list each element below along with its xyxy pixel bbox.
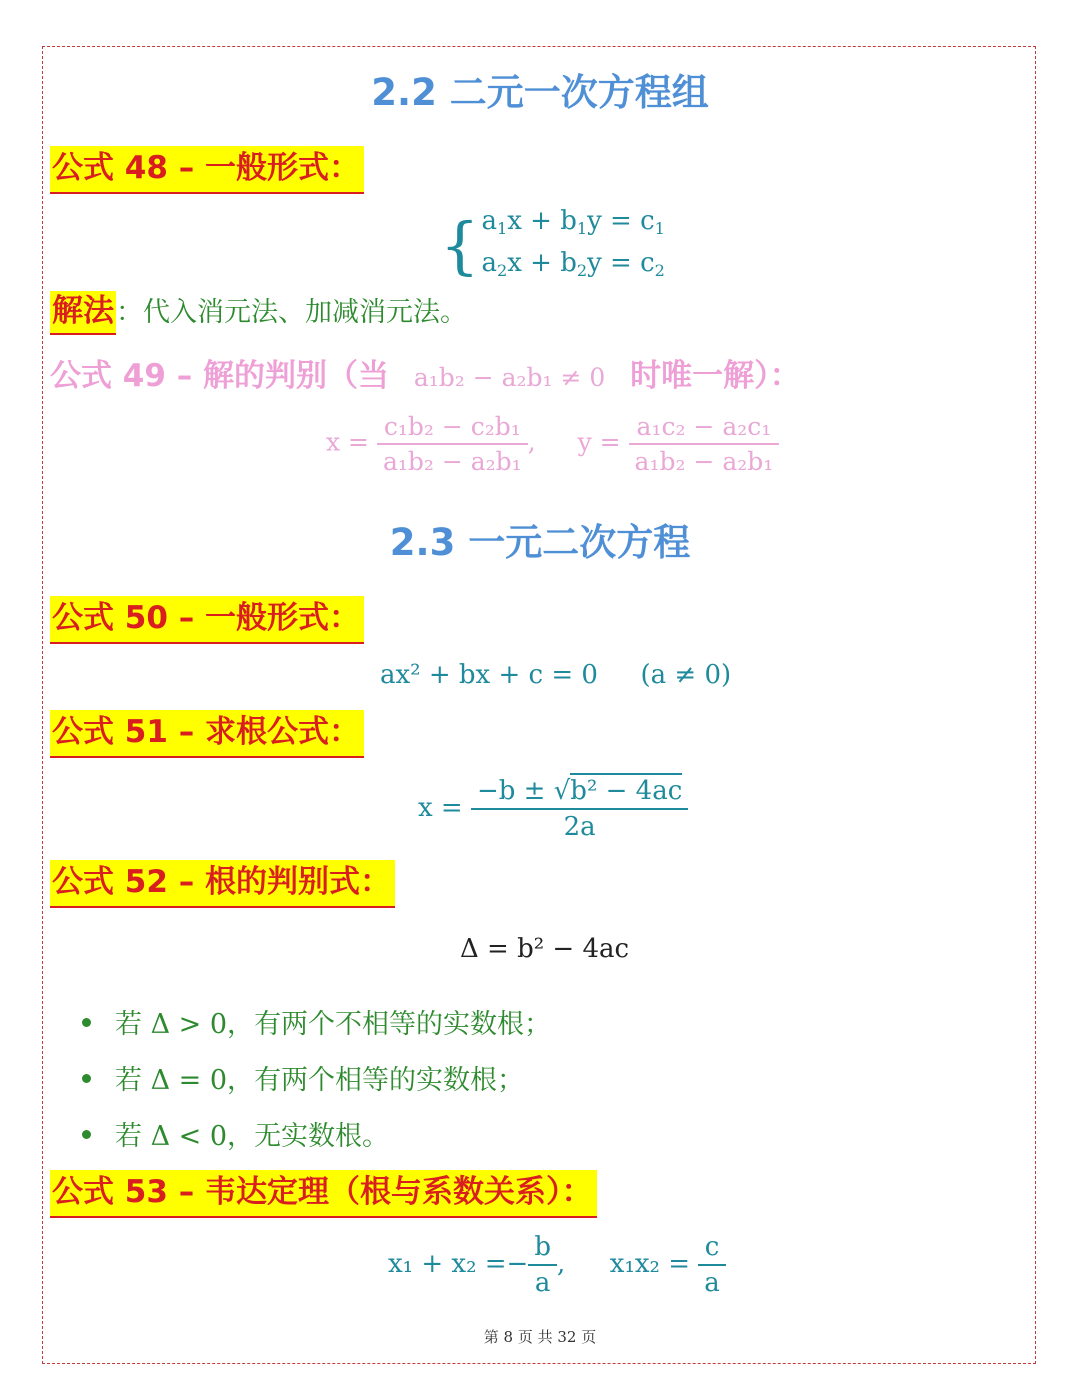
x-numerator: c₁b₂ − c₂b₁: [383, 412, 521, 441]
root-denominator: 2a: [471, 808, 688, 842]
formula-49-label-suffix: 时唯一解）：: [630, 358, 801, 394]
page-footer: 第 8 页 共 32 页: [483, 1328, 597, 1346]
sum-lhs: x₁ + x₂ =−: [388, 1249, 529, 1279]
sum-denominator: a: [528, 1264, 557, 1298]
x-denominator: a₁b₂ − a₂b₁: [377, 443, 528, 476]
y-lhs: y =: [577, 427, 621, 457]
product-fraction: [698, 1232, 726, 1298]
formula-51-label: 公式 51 – 求根公式：: [50, 710, 364, 758]
root-radicand: b² − 4ac: [570, 773, 682, 806]
root-numerator: [471, 776, 688, 808]
method-label: 解法: [50, 291, 116, 335]
quadratic-condition: (a ≠ 0): [640, 660, 732, 690]
system-equation-1: $a_1x + b_1y = c_1$: [481, 206, 665, 238]
sum-fraction: [528, 1232, 557, 1298]
formula-49-condition: a₁b₂ − a₂b₁ ≠ 0: [413, 363, 606, 392]
case-condition: 若 Δ = 0，: [115, 1065, 255, 1096]
case-condition: 若 Δ > 0，: [115, 1009, 255, 1040]
discriminant-equation: Δ = b² − 4ac: [460, 934, 630, 964]
formula-48-label: 公式 48 – 一般形式：: [50, 146, 364, 194]
case-item: [82, 1114, 389, 1153]
root-lhs: x =: [418, 793, 463, 823]
formula-53-equation: [388, 1232, 726, 1298]
quadratic-equation: ax² + bx + c = 0: [380, 660, 598, 690]
case-item: [82, 1002, 551, 1041]
formula-50-equation: [380, 660, 731, 690]
system-equation-2: $a_2x + b_2y = c_2$: [481, 248, 665, 280]
bullet-icon: [82, 1018, 91, 1027]
case-text: 有两个相等的实数根；: [254, 1065, 525, 1096]
case-text: 无实数根。: [254, 1121, 390, 1152]
case-item: [82, 1058, 524, 1097]
comma: ,: [556, 1249, 566, 1279]
brace-icon: {: [440, 209, 480, 282]
section-title-2-2: 2.2 二元一次方程组: [371, 71, 709, 114]
bullet-icon: [82, 1074, 91, 1083]
case-condition: 若 Δ < 0，: [115, 1121, 255, 1152]
case-text: 有两个不相等的实数根；: [254, 1009, 552, 1040]
y-fraction: [629, 412, 780, 476]
formula-53-label: 公式 53 – 韦达定理（根与系数关系）：: [50, 1170, 597, 1218]
formula-50-label: 公式 50 – 一般形式：: [50, 596, 364, 644]
formula-49-solution: [326, 412, 779, 476]
root-numerator-prefix: −b ± √: [476, 776, 571, 806]
formula-49-label-prefix: 公式 49 – 解的判别（当: [50, 358, 390, 394]
root-fraction: [471, 776, 688, 842]
formula-51-equation: [418, 776, 688, 842]
sum-numerator: b: [534, 1232, 551, 1262]
product-lhs: x₁x₂ =: [609, 1249, 691, 1279]
method-text: ：代入消元法、加减消元法。: [116, 297, 467, 328]
y-denominator: a₁b₂ − a₂b₁: [629, 443, 780, 476]
x-lhs: x =: [326, 427, 369, 457]
section-title-2-3: 2.3 一元二次方程: [389, 521, 691, 564]
x-fraction: [377, 412, 528, 476]
formula-52-label: 公式 52 – 根的判别式：: [50, 860, 395, 908]
comma: ,: [527, 427, 536, 457]
y-numerator: a₁c₂ − a₂c₁: [636, 412, 772, 441]
equation-system: [440, 204, 665, 288]
product-numerator: c: [704, 1232, 720, 1262]
method-line: [50, 290, 467, 331]
product-denominator: a: [698, 1264, 726, 1298]
bullet-icon: [82, 1130, 91, 1139]
formula-49-label: [50, 354, 801, 400]
